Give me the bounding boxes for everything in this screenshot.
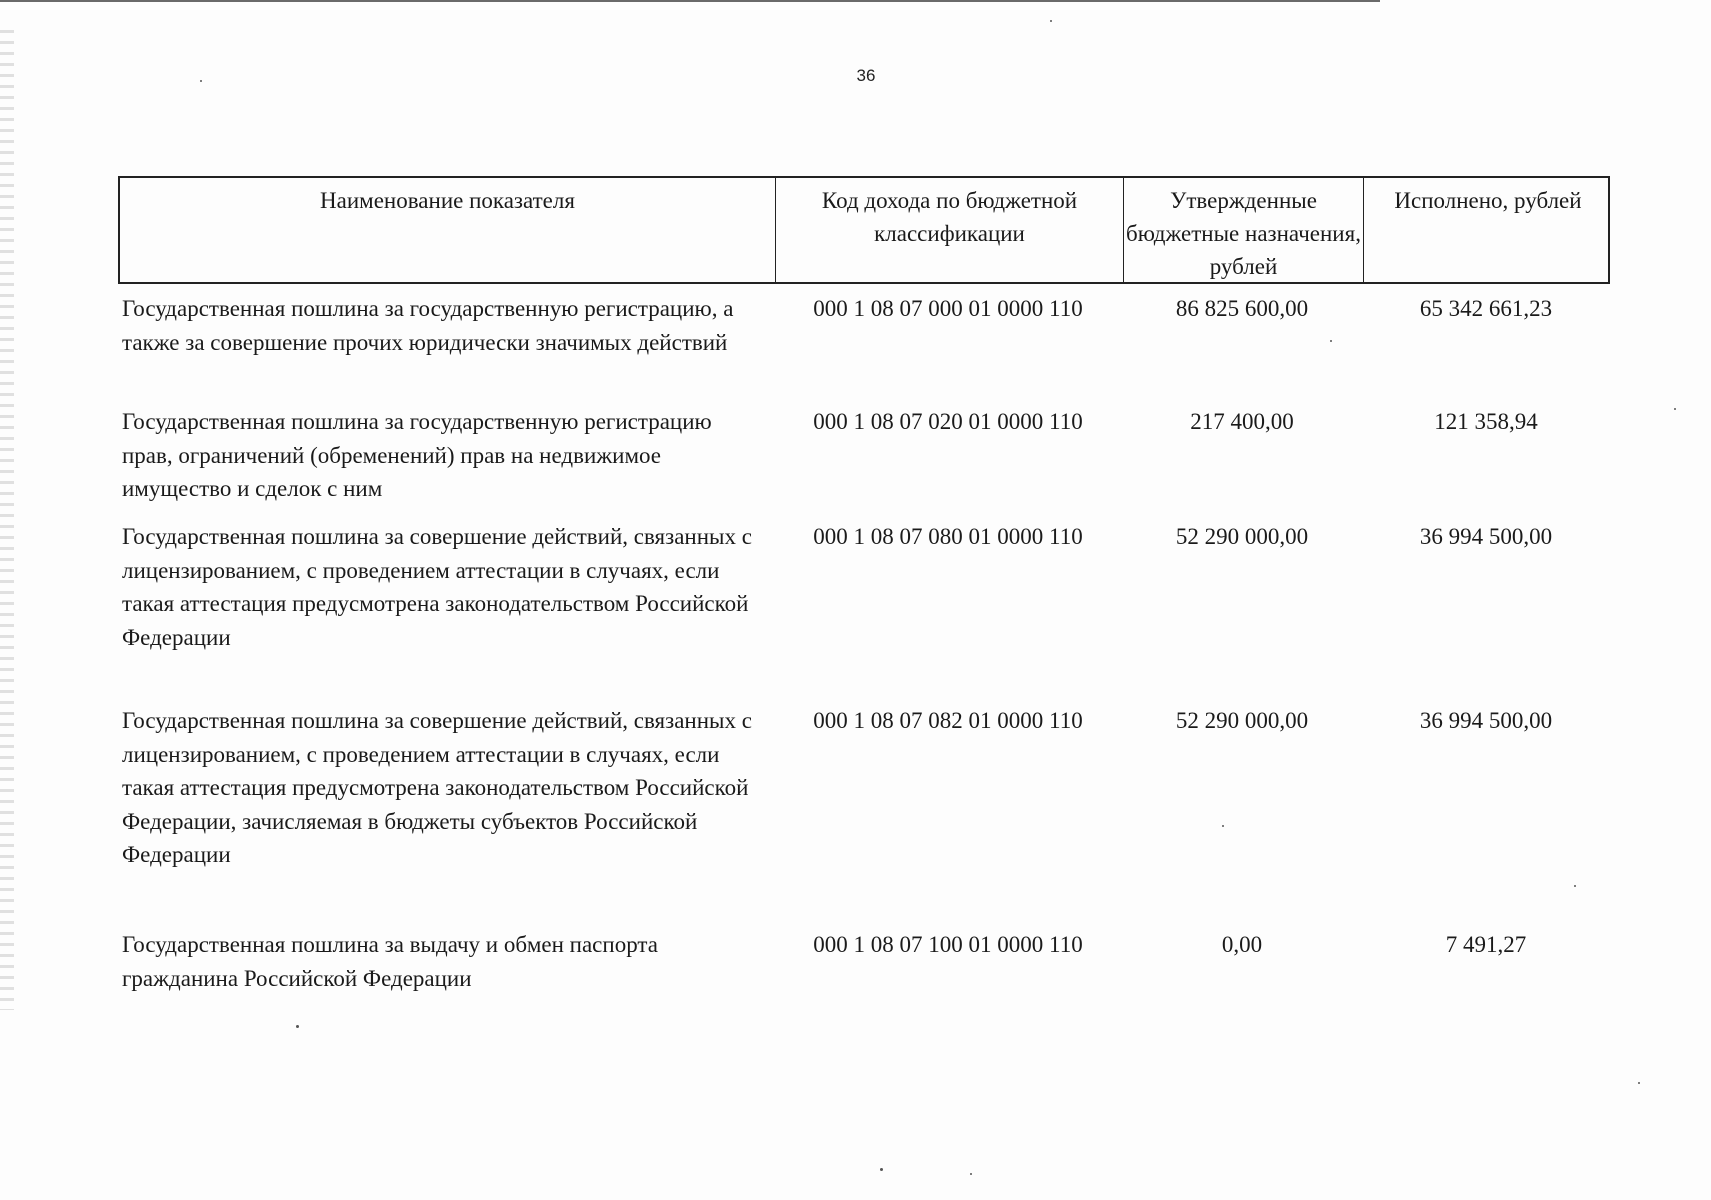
table-header <box>118 176 1610 284</box>
table-row <box>118 520 1610 704</box>
table-body <box>118 284 1610 1018</box>
table-row <box>118 704 1610 928</box>
row-approved: 52 290 000,00 <box>1175 524 1309 549</box>
scan-speck <box>1638 1082 1640 1084</box>
row-revenue-code: 000 1 08 07 082 01 0000 110 <box>813 708 1083 733</box>
scan-speck <box>970 1173 972 1175</box>
scan-speck <box>1674 408 1676 410</box>
table-row <box>118 928 1610 1018</box>
scan-left-edge <box>0 30 14 1010</box>
row-approved: 52 290 000,00 <box>1175 708 1309 733</box>
row-indicator-name: Государственная пошлина за государственную регистрацию прав, ограничений (обременений) прав на недвижимое имущество и сделок с ним <box>122 409 712 501</box>
table-row <box>118 284 1610 405</box>
header-indicator-name: Наименование показателя <box>120 178 776 283</box>
scan-speck <box>296 1025 299 1028</box>
row-revenue-code: 000 1 08 07 000 01 0000 110 <box>813 296 1083 321</box>
row-indicator-name: Государственная пошлина за совершение действий, связанных с лицензированием, с проведением аттестации в случаях, если такая аттестация предусмотрена законодательством Российской Федерации <box>122 524 752 650</box>
scan-top-rule <box>0 0 1380 2</box>
row-revenue-code: 000 1 08 07 020 01 0000 110 <box>813 409 1083 434</box>
row-revenue-code: 000 1 08 07 100 01 0000 110 <box>813 932 1083 957</box>
table-row <box>118 405 1610 520</box>
scan-speck <box>200 80 202 82</box>
header-approved: Утвержденные бюджетные назначения, рублей <box>1124 178 1364 283</box>
row-indicator-name: Государственная пошлина за совершение действий, связанных с лицензированием, с проведением аттестации в случаях, если такая аттестация предусмотрена законодательством Российской Федерации, зачисляемая в бюджеты субъектов Российской Федерации <box>122 708 752 867</box>
scan-speck <box>1574 885 1576 887</box>
row-approved: 86 825 600,00 <box>1175 296 1309 321</box>
scan-speck <box>880 1168 883 1171</box>
row-indicator-name: Государственная пошлина за выдачу и обмен паспорта гражданина Российской Федерации <box>122 932 658 991</box>
row-executed: 36 994 500,00 <box>1419 708 1553 733</box>
row-executed: 36 994 500,00 <box>1419 524 1553 549</box>
page-number: 36 <box>856 66 876 85</box>
row-indicator-name: Государственная пошлина за государственную регистрацию, а также за совершение прочих юридически значимых действий <box>122 296 734 355</box>
scan-speck <box>1222 825 1224 827</box>
scan-speck <box>1050 20 1052 22</box>
row-approved: 0,00 <box>1221 932 1263 957</box>
row-executed: 121 358,94 <box>1434 409 1538 434</box>
row-executed: 65 342 661,23 <box>1419 296 1553 321</box>
row-approved: 217 400,00 <box>1190 409 1294 434</box>
row-revenue-code: 000 1 08 07 080 01 0000 110 <box>813 524 1083 549</box>
scan-speck <box>1330 340 1332 342</box>
row-executed: 7 491,27 <box>1445 932 1527 957</box>
header-revenue-code: Код дохода по бюджетной классификации <box>776 178 1124 283</box>
header-executed: Исполнено, рублей <box>1394 188 1582 213</box>
revenue-table <box>118 176 1610 1018</box>
